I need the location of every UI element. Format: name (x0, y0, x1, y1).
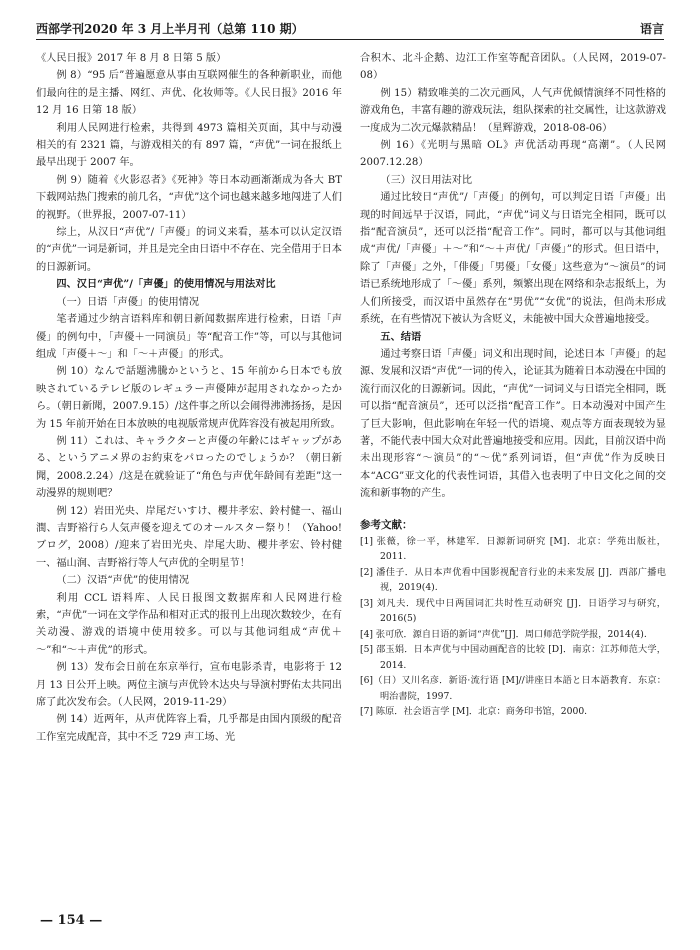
paragraph: 合积木、北斗企鹅、边江工作室等配音团队。（人民网，2019-07-08） (360, 53, 666, 82)
left-column (36, 50, 342, 746)
paragraph: 例 16）《光明与黑暗 OL》声优活动再现“高潮”。（人民网 2007.12.28） (360, 140, 666, 169)
section-label: 语言 (639, 22, 664, 36)
paragraph: 例 10）なんで話題沸騰かというと、15 年前から日本でも放映されているテレビ版のレギュラー声優陣が起用されなかったから。（朝日新聞，2007.9.15）/这件事之所以会闹得沸沸扬扬，是因为 15 年前开始在日本放映的电视版常规声优阵容没有被起用所致。 (36, 366, 342, 430)
header-rule (36, 39, 664, 40)
paragraph: 通过比较日“声优”/「声優」的例句，可以判定日语「声優」出现的时间远早于汉语，同此，“声优”词义与日语完全相同，既可以指“配音演员”，还可以泛指“配音工作”。同时，都可以与其他词组成“声优/「声優」＋～”和“～＋声优/「声優」”的形式。但日语中，除了「声優」之外，「俳優」「男優」「女優」这些意为“～演员”的词语已系统地形成了「～優」系列，频繁出现在网络和杂志报纸上，为人们所接受，而汉语中虽然存在“男优”“女优”的说法，但尚未形成系统，在有些情况下被认为含贬义，未能被中国大众普遍地接受。 (360, 192, 666, 326)
reference-item: [1] 张薇，徐一平，林建军．日源新词研究 [M]．北京：学苑出版社，2011. (360, 535, 666, 563)
section-heading: 四、汉日“声优”/「声優」的使用情况与用法对比 (56, 278, 276, 291)
subsection-heading: （二）汉语“声优”的使用情况 (56, 575, 190, 587)
paragraph: 例 11）これは、キャラクターと声優の年齢にはギャップがある、というアニメ界のお約束をパロったのでしょうか？（朝日新聞，2008.2.24）/这是在就验证了“角色与声优年龄间有差距”这一动漫界的规则吧？ (36, 435, 342, 500)
paragraph: 《人民日报》2017 年 8 月 8 日第 5 版） (36, 53, 227, 64)
paragraph: 例 13）发布会日前在东京举行，宣布电影杀青，电影将于 12 月 13 日公开上映。两位主演与声优铃木达央与导演村野佑太共同出席了此次发布会。（人民网，2019-11-29） (36, 662, 342, 709)
paragraph: 通过考察日语「声優」词义和出现时间，论述日本「声優」的起源、发展和汉语“声优”一词的传入，论证其为随着日本动漫在中国的流行而汉化的日源新词。因此，“声优”一词词义与日语完全相同，既可以指“配音演员”，还可以泛指“配音工作”。日本动漫对中国产生了巨大影响，但此影响在年轻一代的语境、观点等方面表现较为显著，不能代表中国大众对此普遍地接受和应用。因此，目前汉语中尚未出现形容“～演员”的“～优”系列词语，但“声优”作为反映日本“ACG”亚文化的代表性词语，其借入也表明了中日文化之间的交流和新事物的产生。 (360, 348, 666, 500)
paragraph: 例 14）近两年，从声优阵容上看，几乎都是由国内顶级的配音工作室完成配音，其中不乏 729 声工场、光 (36, 714, 342, 743)
paragraph: 利用 CCL 语料库、人民日报图文数据库和人民网进行检索，“声优”一词在文学作品和相对正式的报刊上出现次数较少，在有关动漫、游戏的语境中使用较多。可以与其他词组成“声优＋～”和“～＋声优”的形式。 (36, 592, 342, 656)
paragraph: 利用人民网进行检索，共得到 4973 篇相关页面，其中与动漫相关的有 2321 篇，与游戏相关的有 897 篇，“声优”一词在报纸上最早出现于 2007 年。 (36, 122, 342, 169)
reference-item: [4] 张可欣．源自日语的新词“声优”[J]．周口师范学院学报，2014(4). (360, 628, 647, 640)
paragraph: 例 8）“95 后”普遍愿意从事由互联网催生的各种新职业，而他们最向往的是主播、网红、声优、化妆师等。《人民日报》2016 年 12 月 16 日第 18 版） (36, 70, 342, 117)
page-header (36, 16, 664, 42)
paragraph: 综上，从汉日“声优”/「声優」的词义来看，基本可以认定汉语的“声优”一词是新词，并且是完全由日语中不存在、完全借用于日本的日源新词。 (36, 227, 342, 273)
section-heading: 五、结语 (380, 330, 422, 343)
reference-item: [7] 陈原．社会语言学 [M]．北京：商务印书馆，2000. (360, 706, 588, 718)
reference-item: [3] 刘凡夫．现代中日两国词汇共时性互动研究 [J]．日语学习与研究，2016(5) (360, 597, 666, 625)
page-number: — 154 — (40, 913, 103, 928)
right-column-body (360, 50, 666, 503)
references-title: 参考文献： (360, 518, 413, 531)
references-list (360, 534, 666, 720)
paragraph: 例 9）随着《火影忍者》《死神》等日本动画渐渐成为各大 BT 下载网站热门搜索的前几名，“声优”这个词也越来越多地闯进了人们的视野。（世界报，2007-07-11） (36, 174, 342, 221)
paragraph: 笔者通过少纳言语料库和朝日新闻数据库进行检索，日语「声優」的例句中，「声優＋一同演员」等“配音工作”等，可以与其他词组成「声優＋～」和「～＋声優」的形式。 (36, 314, 342, 360)
reference-item: [5] 邵玉娟．日本声优与中国动画配音的比较 [D]．南京：江苏师范大学，2014. (360, 644, 666, 671)
right-column (360, 50, 666, 720)
journal-title: 西部学刊2020 年 3 月上半月刊（总第 110 期） (36, 22, 304, 36)
subsection-heading: （三）汉日用法对比 (380, 174, 473, 186)
paragraph: 例 15）精致唯美的二次元画风，人气声优倾情演绎不同性格的游戏角色，丰富有趣的游戏玩法，组队探索的社交属性，让这款游戏一度成为二次元爆款精品！（星辉游戏，2018-08-06） (360, 87, 666, 134)
paragraph: 例 12）岩田光央、岸尾だいすけ、櫻井孝宏、鈴村健一、福山潤、吉野裕行ら人気声優を迎えてのオールスター祭り！（Yahoo!ブログ，2008）/迎来了岩田光央、岸尾大助、櫻井孝宏、铃村健一、福山润、吉野裕行等人气声优的全明星节！ (36, 505, 342, 569)
subsection-heading: （一）日语「声優」的使用情况 (56, 296, 200, 308)
reference-item: [6]（日）又川名彦．新语·流行语 [M]//讲座日本語と日本語教育．东京：明治書院，1997. (360, 675, 666, 702)
reference-item: [2] 潘佳子．从日本声优看中国影视配音行业的未来发展 [J]．西部广播电视，2019(4). (360, 566, 666, 594)
